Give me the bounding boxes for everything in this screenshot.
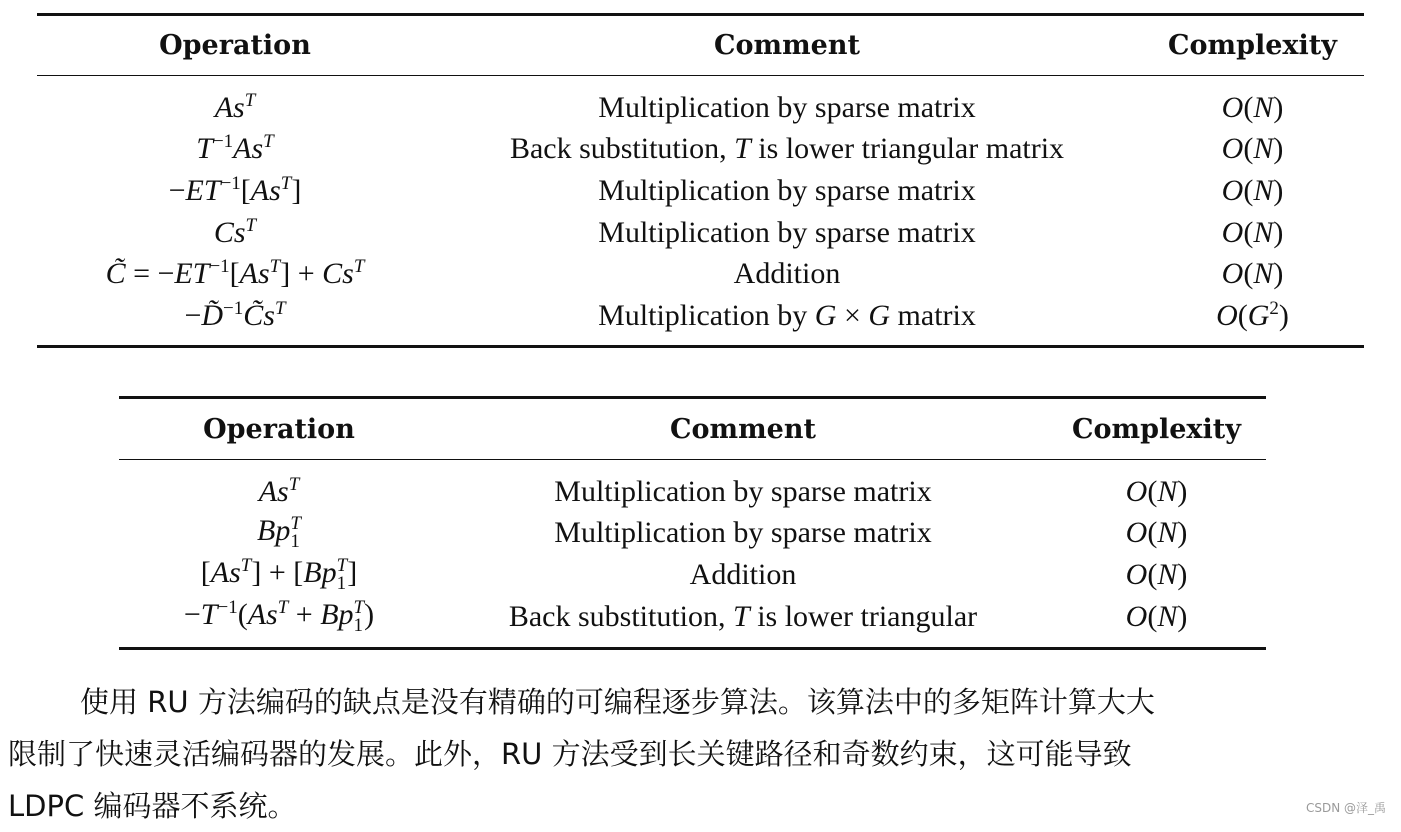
table-row — [119, 554, 1266, 595]
complexity-cell: O(N) — [1125, 557, 1188, 591]
paragraph-line: LDPC 编码器不系统。 — [8, 789, 297, 823]
table-row — [37, 253, 1364, 294]
complexity-table-1 — [37, 13, 1364, 348]
complexity-cell: O(N) — [1125, 599, 1188, 633]
operation-cell: C̃ = $-ET^{-1}[As^T] + Cs^T$ — [105, 255, 365, 290]
comment-cell: Back substitution, T is lower triangular — [508, 599, 978, 633]
table-row — [37, 128, 1364, 169]
comment-cell: Multiplication by sparse matrix — [554, 515, 932, 549]
table-row — [37, 170, 1364, 211]
operation-cell: $Cs^T$ — [213, 214, 257, 249]
operation-cell: $[As^T] + [Bp$ T 1 ] — [200, 554, 358, 595]
comment-cell: Multiplication by sparse matrix — [554, 474, 932, 508]
complexity-table-2 — [119, 396, 1266, 650]
complexity-cell: O(N) — [1221, 131, 1284, 165]
comment-cell: Addition — [733, 256, 841, 290]
comment-cell: Addition — [689, 557, 797, 591]
operation-cell: $-D̃^{-1}C̃s^T$ — [184, 297, 286, 332]
complexity-cell: O(N) — [1125, 515, 1188, 549]
complexity-cell: O(N) — [1221, 173, 1284, 207]
watermark: CSDN @泽_禹 — [1305, 801, 1386, 815]
operation-cell: Bp T 1 — [257, 513, 301, 553]
complexity-cell: O(N) — [1221, 90, 1284, 124]
table-row — [119, 471, 1266, 512]
header-complexity: Complexity — [1072, 413, 1241, 445]
complexity-cell: O(N) — [1221, 256, 1284, 290]
table-row — [37, 87, 1364, 128]
table-header — [119, 399, 1266, 460]
table-row — [119, 596, 1266, 637]
table-row — [119, 512, 1266, 553]
operation-cell: $As^T$ — [258, 473, 300, 508]
header-comment: Comment — [714, 30, 860, 61]
operation-cell: $-ET^{-1}[As^T]$ — [168, 172, 302, 207]
comment-cell: Back substitution, T is lower triangular matrix — [509, 131, 1065, 165]
table-row — [37, 295, 1364, 336]
complexity-cell: O(N) — [1221, 215, 1284, 249]
comment-cell: Multiplication by sparse matrix — [598, 215, 976, 249]
operation-cell: $As^T$ — [214, 89, 256, 124]
header-operation: Operation — [159, 30, 311, 61]
operation-cell: $-T^{-1}(As^T + Bp$ T 1 ) — [183, 596, 375, 637]
complexity-cell: O(N) — [1125, 474, 1188, 508]
table-row — [37, 212, 1364, 253]
complexity-cell: $O(G^2)$ — [1216, 297, 1289, 332]
comment-cell: Multiplication by G × G matrix — [598, 298, 976, 332]
operation-cell: $T^{-1}As^T$ — [196, 130, 274, 165]
header-complexity: Complexity — [1168, 30, 1337, 61]
header-comment: Comment — [670, 413, 816, 445]
paragraph-line: 使用 RU 方法编码的缺点是没有精确的可编程逐步算法。该算法中的多矩阵计算大大 — [80, 685, 1155, 719]
table-header — [37, 16, 1364, 76]
paragraph-line: 限制了快速灵活编码器的发展。此外，RU 方法受到长关键路径和奇数约束，这可能导致 — [8, 737, 1132, 771]
comment-cell: Multiplication by sparse matrix — [598, 173, 976, 207]
header-operation: Operation — [203, 413, 355, 445]
comment-cell: Multiplication by sparse matrix — [598, 90, 976, 124]
